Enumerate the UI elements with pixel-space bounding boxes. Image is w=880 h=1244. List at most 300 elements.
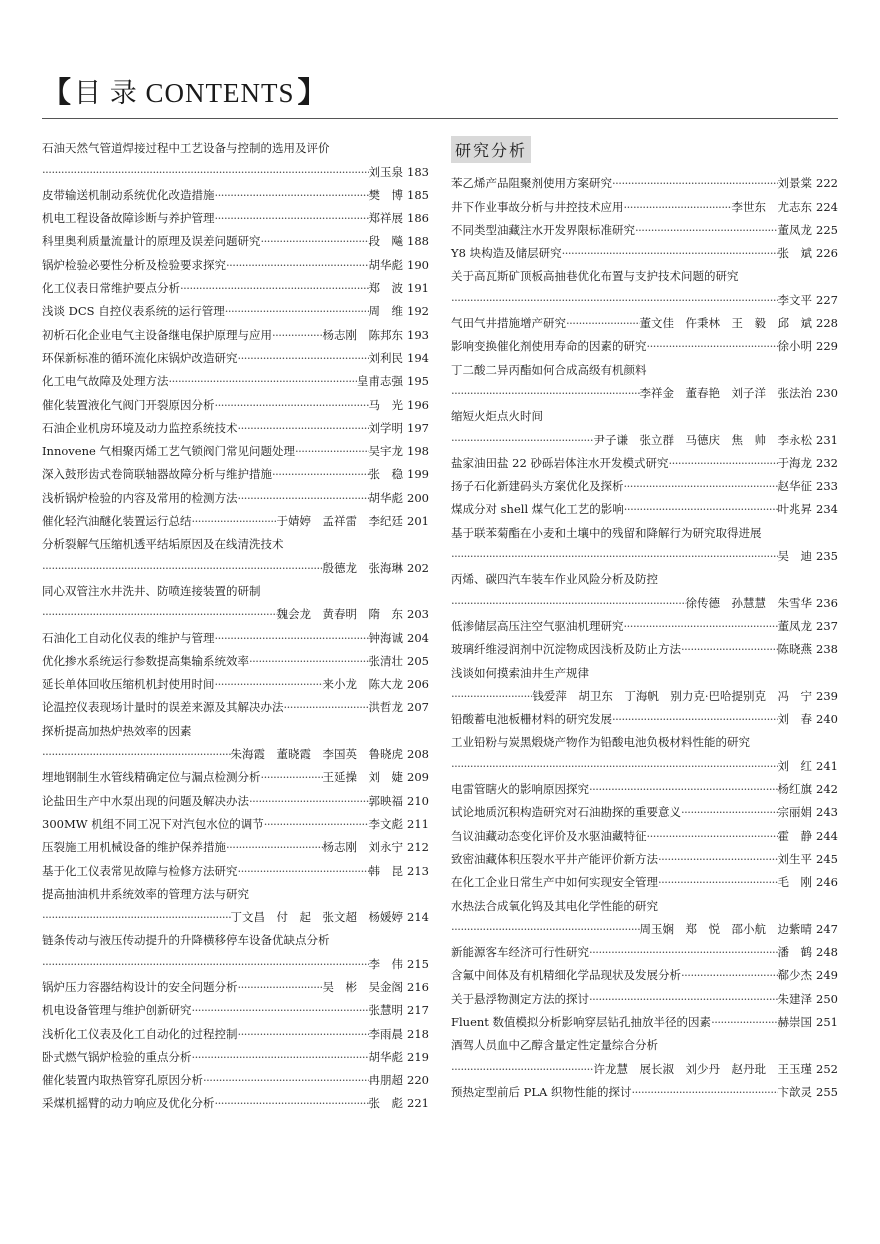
- entry-title: 初析石化企业电气主设备继电保护原理与应用: [42, 327, 272, 342]
- entry-title: 浅析锅炉检验的内容及常用的检测方法: [42, 490, 238, 505]
- entry-page: 251: [816, 1014, 838, 1029]
- toc-entry[interactable]: [42, 947, 429, 970]
- toc-entry[interactable]: [42, 202, 429, 225]
- entry-page: 199: [407, 467, 429, 482]
- entry-title: 采煤机摇臂的动力响应及优化分析: [42, 1096, 215, 1111]
- entry-page: 188: [407, 234, 429, 249]
- toc-entry[interactable]: [451, 819, 838, 842]
- toc-entry[interactable]: [42, 481, 429, 504]
- dot-leader: [647, 829, 778, 843]
- entry-authors: 张 彪: [368, 1096, 404, 1111]
- entry-authors: 丁文昌 付 起 张文超 杨媛婷: [230, 910, 404, 925]
- dot-leader: [681, 642, 778, 656]
- toc-entry[interactable]: [451, 1006, 838, 1029]
- entry-authors: 郭映福: [368, 793, 404, 808]
- entry-authors: 董凤龙: [777, 222, 813, 237]
- dot-leader: [635, 223, 778, 237]
- toc-entry[interactable]: [451, 493, 838, 516]
- entry-page: 225: [816, 222, 838, 237]
- toc-entry[interactable]: [42, 458, 429, 481]
- entry-authors: 吴宇龙: [368, 444, 404, 459]
- toc-entry[interactable]: [451, 540, 838, 563]
- entry-title: 卧式燃气锅炉检验的重点分析: [42, 1049, 192, 1064]
- entry-title: 关于悬浮物测定方法的探讨: [451, 991, 589, 1006]
- toc-entry[interactable]: [42, 831, 429, 854]
- entry-authors: 郗少杰: [777, 968, 813, 983]
- entry-title: 工业铅粉与炭黑煅烧产物作为铅酸电池负极材料性能的研究: [451, 735, 750, 750]
- entry-title: 井下作业事故分析与井控技术应用: [451, 199, 624, 214]
- entry-page: 191: [407, 281, 429, 296]
- entry-title: 埋地钢制生水管线精确定位与漏点检测分析: [42, 770, 261, 785]
- entry-authors: 李文彪: [368, 816, 404, 831]
- toc-entry[interactable]: [451, 283, 838, 306]
- toc-entry[interactable]: [451, 260, 838, 283]
- entry-title: 浅谈如何摸索油井生产规律: [451, 665, 589, 680]
- entry-page: 220: [407, 1073, 429, 1088]
- entry-page: 183: [407, 164, 429, 179]
- entry-authors: 李 伟: [368, 956, 404, 971]
- entry-authors: 皇甫志强: [357, 374, 404, 389]
- entry-title: 环保新标准的循环流化床锅炉改造研究: [42, 350, 238, 365]
- entry-authors: 张 斌: [777, 246, 813, 261]
- entry-page: 209: [407, 770, 429, 785]
- toc-entry[interactable]: [42, 645, 429, 668]
- dot-leader: [612, 712, 778, 726]
- entry-authors: 周玉娴 郑 悦 邵小航 边紫晴: [639, 921, 813, 936]
- entry-authors: 张 稳: [368, 467, 404, 482]
- dot-leader: [451, 293, 778, 307]
- toc-entry[interactable]: [451, 656, 838, 679]
- toc-entry[interactable]: [42, 1041, 429, 1064]
- page-header: [42, 68, 327, 112]
- toc-entry[interactable]: [42, 1087, 429, 1110]
- bracket-right: 】: [297, 74, 327, 109]
- toc-entry[interactable]: [42, 784, 429, 807]
- entry-page: 252: [816, 1061, 838, 1076]
- entry-authors: 张清壮: [368, 653, 404, 668]
- toc-entry[interactable]: [42, 668, 429, 691]
- toc-entry[interactable]: [451, 377, 838, 400]
- entry-page: 205: [407, 653, 429, 668]
- page-title: 目 录 CONTENTS: [74, 77, 295, 108]
- entry-authors: 刘景棠: [777, 176, 813, 191]
- entry-authors: 刘生平: [777, 851, 813, 866]
- dot-leader: [624, 200, 732, 214]
- dot-leader: [711, 1015, 777, 1029]
- entry-page: 203: [407, 607, 429, 622]
- dot-leader: [42, 747, 231, 761]
- entry-title: 石油天然气管道焊接过程中工艺设备与控制的选用及评价: [42, 141, 330, 156]
- entry-title: 盐家油田盐 22 砂砾岩体注水开发模式研究: [451, 455, 669, 470]
- entry-page: 224: [816, 199, 838, 214]
- entry-title: 低渗储层高压注空气驱油机理研究: [451, 618, 624, 633]
- entry-authors: 毛 刚: [777, 875, 813, 890]
- dot-leader: [238, 351, 369, 365]
- entry-page: 210: [407, 793, 429, 808]
- entry-authors: 冉朋超: [368, 1073, 404, 1088]
- entry-title: 苯乙烯产品阻聚剂使用方案研究: [451, 176, 612, 191]
- toc-entry[interactable]: [451, 610, 838, 633]
- section-title: 研究分析: [451, 136, 531, 163]
- entry-page: 206: [407, 677, 429, 692]
- entry-title: Fluent 数值模拟分析影响穿层钻孔抽放半径的因素: [451, 1014, 712, 1029]
- entry-authors: 胡华彪: [368, 257, 404, 272]
- entry-authors: 刘 春: [777, 712, 813, 727]
- toc-entry[interactable]: [451, 563, 838, 586]
- entry-page: 248: [816, 945, 838, 960]
- toc-entry[interactable]: [451, 353, 838, 376]
- entry-authors: 刘利民: [368, 350, 404, 365]
- toc-entry[interactable]: [42, 901, 429, 924]
- entry-authors: 赵华征: [777, 479, 813, 494]
- entry-page: 216: [407, 979, 429, 994]
- toc-entry[interactable]: [42, 342, 429, 365]
- entry-page: 185: [407, 187, 429, 202]
- toc-entry[interactable]: [42, 1017, 429, 1040]
- toc-entry[interactable]: [451, 516, 838, 539]
- toc-entry[interactable]: [42, 1064, 429, 1087]
- entry-title: 催化装置内取热管穿孔原因分析: [42, 1073, 203, 1088]
- entry-authors: 胡华彪: [368, 1049, 404, 1064]
- entry-page: 202: [407, 560, 429, 575]
- dot-leader: [612, 176, 778, 190]
- entry-authors: 于海龙: [777, 455, 813, 470]
- toc-entry[interactable]: [42, 808, 429, 831]
- toc-entry[interactable]: [451, 447, 838, 470]
- entry-title: 延长单体回收压缩机机封使用时间: [42, 677, 215, 692]
- entry-authors: 段 飚: [368, 234, 404, 249]
- entry-title: 致密油藏体积压裂水平井产能评价新方法: [451, 851, 658, 866]
- entry-page: 213: [407, 863, 429, 878]
- entry-authors: 吴 迪: [777, 549, 813, 564]
- dot-leader: [238, 864, 369, 878]
- toc-entry[interactable]: [451, 1052, 838, 1075]
- toc-entry[interactable]: [42, 761, 429, 784]
- entry-page: 215: [407, 956, 429, 971]
- toc-entry[interactable]: [42, 365, 429, 388]
- dot-leader: [589, 992, 778, 1006]
- toc-entry[interactable]: [42, 225, 429, 248]
- entry-page: 235: [816, 549, 838, 564]
- section-heading: [451, 132, 838, 167]
- dot-leader: [589, 782, 778, 796]
- entry-authors: 王延操 刘 婕: [322, 770, 404, 785]
- toc-entry[interactable]: [42, 924, 429, 947]
- entry-title: 浅谈 DCS 自控仪表系统的运行管理: [42, 304, 225, 319]
- toc-entry[interactable]: [42, 528, 429, 551]
- dot-leader: [658, 875, 778, 889]
- entry-authors: 潘 鹤: [777, 945, 813, 960]
- entry-title: 基于化工仪表常见故障与检修方法研究: [42, 863, 238, 878]
- entry-authors: 吴 彬 吴金阁: [322, 979, 404, 994]
- toc-right-column: [451, 132, 838, 1099]
- entry-page: 214: [407, 910, 429, 925]
- dot-leader: [632, 1085, 778, 1099]
- toc-entry[interactable]: [42, 691, 429, 714]
- entry-authors: 樊 博: [368, 187, 404, 202]
- entry-authors: 许龙慧 展长淑 刘少丹 赵丹玭 王玉瑾: [593, 1061, 813, 1076]
- entry-title: Y8 块构造及储层研究: [451, 246, 562, 261]
- dot-leader: [215, 1096, 369, 1110]
- entry-authors: 张慧明: [368, 1003, 404, 1018]
- entry-title: 在化工企业日常生产中如何实现安全管理: [451, 875, 658, 890]
- entry-page: 229: [816, 339, 838, 354]
- dot-leader: [451, 759, 778, 773]
- entry-authors: 卞歆灵: [777, 1084, 813, 1099]
- dot-leader: [272, 467, 369, 481]
- entry-authors: 杨志刚 刘永宁: [322, 840, 404, 855]
- entry-authors: 胡华彪: [368, 490, 404, 505]
- dot-leader: [238, 1027, 369, 1041]
- toc-entry[interactable]: [42, 179, 429, 202]
- toc-entry[interactable]: [42, 132, 429, 155]
- entry-title: 影响变换催化剂使用寿命的因素的研究: [451, 339, 647, 354]
- entry-page: 190: [407, 257, 429, 272]
- entry-authors: 董文佳 仵秉林 王 毅 邱 斌: [639, 316, 813, 331]
- toc-entry[interactable]: [451, 400, 838, 423]
- entry-title: 刍议油藏动态变化评价及水驱油藏特征: [451, 828, 647, 843]
- toc-left-column: [42, 132, 429, 1110]
- entry-page: 192: [407, 304, 429, 319]
- entry-title: 关于高瓦斯矿顶板高抽巷优化布置与支护技术问题的研究: [451, 269, 739, 284]
- entry-page: 238: [816, 642, 838, 657]
- entry-title: 不同类型油藏注水开发界限标准研究: [451, 222, 635, 237]
- dot-leader: [42, 910, 231, 924]
- entry-authors: 李祥金 董春艳 刘子洋 张法治: [639, 385, 813, 400]
- entry-page: 245: [816, 851, 838, 866]
- entry-authors: 李世东 尤志东: [731, 199, 813, 214]
- entry-title: 石油企业机房环境及动力监控系统技术: [42, 420, 238, 435]
- toc-entry[interactable]: [42, 714, 429, 737]
- dot-leader: [42, 957, 369, 971]
- entry-title: 分析裂解气压缩机透平结垢原因及在线清洗技术: [42, 537, 284, 552]
- toc-entry[interactable]: [42, 994, 429, 1017]
- entry-page: 244: [816, 828, 838, 843]
- toc-entry[interactable]: [42, 971, 429, 994]
- entry-title: 同心双管注水井洗井、防喷连接装置的研制: [42, 583, 261, 598]
- entry-page: 246: [816, 875, 838, 890]
- dot-leader: [261, 234, 369, 248]
- entry-page: 236: [816, 595, 838, 610]
- entry-authors: 霍 静: [777, 828, 813, 843]
- entry-authors: 殷德龙 张海琳: [322, 560, 404, 575]
- toc-entry[interactable]: [451, 586, 838, 609]
- toc-entry[interactable]: [42, 505, 429, 528]
- entry-authors: 叶兆昇: [777, 502, 813, 517]
- toc-entry[interactable]: [42, 854, 429, 877]
- dot-leader: [284, 700, 369, 714]
- toc-entry[interactable]: [451, 214, 838, 237]
- entry-authors: 李文平: [777, 292, 813, 307]
- dot-leader: [261, 770, 323, 784]
- entry-page: 218: [407, 1026, 429, 1041]
- entry-title: 酒驾人员血中乙醇含量定性定量综合分析: [451, 1038, 658, 1053]
- dot-leader: [192, 1050, 369, 1064]
- toc-entry[interactable]: [451, 633, 838, 656]
- toc-entry[interactable]: [451, 1029, 838, 1052]
- dot-leader: [226, 258, 369, 272]
- entry-authors: 钱爱萍 胡卫东 丁海帆 别力克·巴哈提别克 冯 宁: [532, 688, 813, 703]
- dot-leader: [451, 549, 778, 563]
- entry-authors: 董凤龙: [777, 618, 813, 633]
- entry-page: 232: [816, 455, 838, 470]
- entry-authors: 周 维: [368, 304, 404, 319]
- entry-authors: 郑祥展: [368, 211, 404, 226]
- toc-entry[interactable]: [42, 295, 429, 318]
- entry-page: 194: [407, 350, 429, 365]
- entry-authors: 陈晓燕: [777, 642, 813, 657]
- toc-entry[interactable]: [451, 796, 838, 819]
- entry-authors: 朱海霞 董晓霞 李国英 鲁晓虎: [230, 747, 404, 762]
- entry-authors: 尹子谦 张立群 马德庆 焦 帅 李永松: [593, 432, 813, 447]
- dot-leader: [169, 374, 358, 388]
- entry-page: 240: [816, 712, 838, 727]
- dot-leader: [249, 794, 369, 808]
- toc-entry[interactable]: [451, 423, 838, 446]
- toc-entry[interactable]: [42, 248, 429, 271]
- entry-authors: 郑 波: [368, 281, 404, 296]
- entry-authors: 赫崇国: [777, 1014, 813, 1029]
- toc-entry[interactable]: [451, 237, 838, 260]
- entry-title: 优化掺水系统运行参数提高集输系统效率: [42, 653, 249, 668]
- entry-authors: 钟海诚: [368, 630, 404, 645]
- entry-title: 论盐田生产中水泵出现的问题及解决办法: [42, 793, 249, 808]
- entry-page: 242: [816, 782, 838, 797]
- toc-entry[interactable]: [42, 272, 429, 295]
- dot-leader: [249, 654, 369, 668]
- entry-title: 扬子石化新建码头方案优化及探析: [451, 479, 624, 494]
- entry-page: 241: [816, 758, 838, 773]
- entry-title: 催化装置液化气阀门开裂原因分析: [42, 397, 215, 412]
- toc-entry[interactable]: [451, 330, 838, 353]
- toc-entry[interactable]: [42, 551, 429, 574]
- entry-title: 科里奥利质量流量计的原理及误差问题研究: [42, 234, 261, 249]
- entry-title: 皮带输送机制动系统优化改造措施: [42, 187, 215, 202]
- toc-entry[interactable]: [42, 435, 429, 458]
- entry-page: 250: [816, 991, 838, 1006]
- toc-entry[interactable]: [42, 878, 429, 901]
- entry-authors: 魏会龙 黄春明 隋 东: [276, 607, 404, 622]
- toc-entry[interactable]: [451, 889, 838, 912]
- entry-page: 247: [816, 921, 838, 936]
- toc-entry[interactable]: [451, 703, 838, 726]
- entry-page: 226: [816, 246, 838, 261]
- dot-leader: [42, 561, 323, 575]
- toc-entry[interactable]: [451, 866, 838, 889]
- entry-authors: 徐小明: [777, 339, 813, 354]
- entry-title: 水热法合成氧化钨及其电化学性能的研究: [451, 898, 658, 913]
- toc-entry[interactable]: [451, 913, 838, 936]
- entry-title: 基于联苯菊酯在小麦和土壤中的残留和降解行为研究取得进展: [451, 525, 762, 540]
- toc-entry[interactable]: [42, 621, 429, 644]
- entry-title: 含氟中间体及有机精细化学品现状及发展分析: [451, 968, 681, 983]
- dot-leader: [226, 840, 323, 854]
- entry-title: 探析提高加热炉热效率的因素: [42, 723, 192, 738]
- toc-entry[interactable]: [451, 470, 838, 493]
- toc-entry[interactable]: [42, 412, 429, 435]
- entry-authors: 洪哲龙: [368, 700, 404, 715]
- entry-page: 243: [816, 805, 838, 820]
- entry-authors: 朱建泽: [777, 991, 813, 1006]
- dot-leader: [589, 945, 778, 959]
- entry-title: 锅炉压力容器结构设计的安全问题分析: [42, 979, 238, 994]
- entry-title: 机电设备管理与维护创新研究: [42, 1003, 192, 1018]
- entry-authors: 李雨晨: [368, 1026, 404, 1041]
- entry-page: 221: [407, 1096, 429, 1111]
- entry-title: 气田气井措施增产研究: [451, 316, 566, 331]
- toc-entry[interactable]: [451, 307, 838, 330]
- entry-authors: 刘学明: [368, 420, 404, 435]
- dot-leader: [668, 456, 777, 470]
- toc-entry[interactable]: [451, 167, 838, 190]
- entry-authors: 刘 红: [777, 758, 813, 773]
- toc-entry[interactable]: [451, 1076, 838, 1099]
- entry-title: 浅析化工仪表及化工自动化的过程控制: [42, 1026, 238, 1041]
- entry-page: 237: [816, 618, 838, 633]
- bracket-left: 【: [42, 74, 72, 109]
- toc-entry[interactable]: [451, 773, 838, 796]
- entry-page: 197: [407, 420, 429, 435]
- entry-title: 铅酸蓄电池板栅材料的研究发展: [451, 712, 612, 727]
- toc-entry[interactable]: [42, 598, 429, 621]
- entry-title: 链条传动与液压传动提升的升降横移停车设备优缺点分析: [42, 933, 330, 948]
- entry-page: 219: [407, 1049, 429, 1064]
- toc-entry[interactable]: [451, 680, 838, 703]
- entry-authors: 来小龙 陈大龙: [322, 677, 404, 692]
- dot-leader: [203, 1073, 369, 1087]
- toc-entry[interactable]: [451, 726, 838, 749]
- entry-title: 电雷管瞎火的影响原因探究: [451, 782, 589, 797]
- dot-leader: [624, 502, 778, 516]
- toc-entry[interactable]: [451, 749, 838, 772]
- entry-title: 丙烯、碳四汽车装车作业风险分析及防控: [451, 572, 658, 587]
- toc-entry[interactable]: [42, 738, 429, 761]
- entry-title: 新能源客车经济可行性研究: [451, 945, 589, 960]
- dot-leader: [180, 281, 369, 295]
- entry-title: 论温控仪表现场计量时的误差来源及其解决办法: [42, 700, 284, 715]
- toc-entry[interactable]: [42, 388, 429, 411]
- toc-entry[interactable]: [451, 982, 838, 1005]
- toc-entry[interactable]: [451, 190, 838, 213]
- dot-leader: [451, 433, 594, 447]
- entry-page: 200: [407, 490, 429, 505]
- entry-title: 300MW 机组不同工况下对汽包水位的调节: [42, 816, 264, 831]
- dot-leader: [624, 479, 778, 493]
- entry-page: 208: [407, 747, 429, 762]
- entry-title: 深入鼓形齿式卷筒联轴器故障分析与维护措施: [42, 467, 272, 482]
- dot-leader: [215, 211, 369, 225]
- entry-title: 丁二酸二异丙酯如何合成高级有机颜料: [451, 362, 647, 377]
- entry-title: 催化轻汽油醚化装置运行总结: [42, 514, 192, 529]
- entry-page: 228: [816, 316, 838, 331]
- dot-leader: [681, 805, 778, 819]
- dot-leader: [215, 398, 369, 412]
- toc-entry[interactable]: [42, 318, 429, 341]
- dot-leader: [566, 316, 640, 330]
- entry-title: 试论地质沉积构造研究对石油勘探的重要意义: [451, 805, 681, 820]
- dot-leader: [562, 246, 778, 260]
- entry-page: 195: [407, 374, 429, 389]
- entry-page: 234: [816, 502, 838, 517]
- toc-entry[interactable]: [42, 155, 429, 178]
- dot-leader: [192, 1003, 369, 1017]
- toc-entry[interactable]: [451, 959, 838, 982]
- toc-entry[interactable]: [451, 843, 838, 866]
- toc-entry[interactable]: [451, 936, 838, 959]
- entry-authors: 马 光: [368, 397, 404, 412]
- toc-entry[interactable]: [42, 575, 429, 598]
- dot-leader: [42, 165, 369, 179]
